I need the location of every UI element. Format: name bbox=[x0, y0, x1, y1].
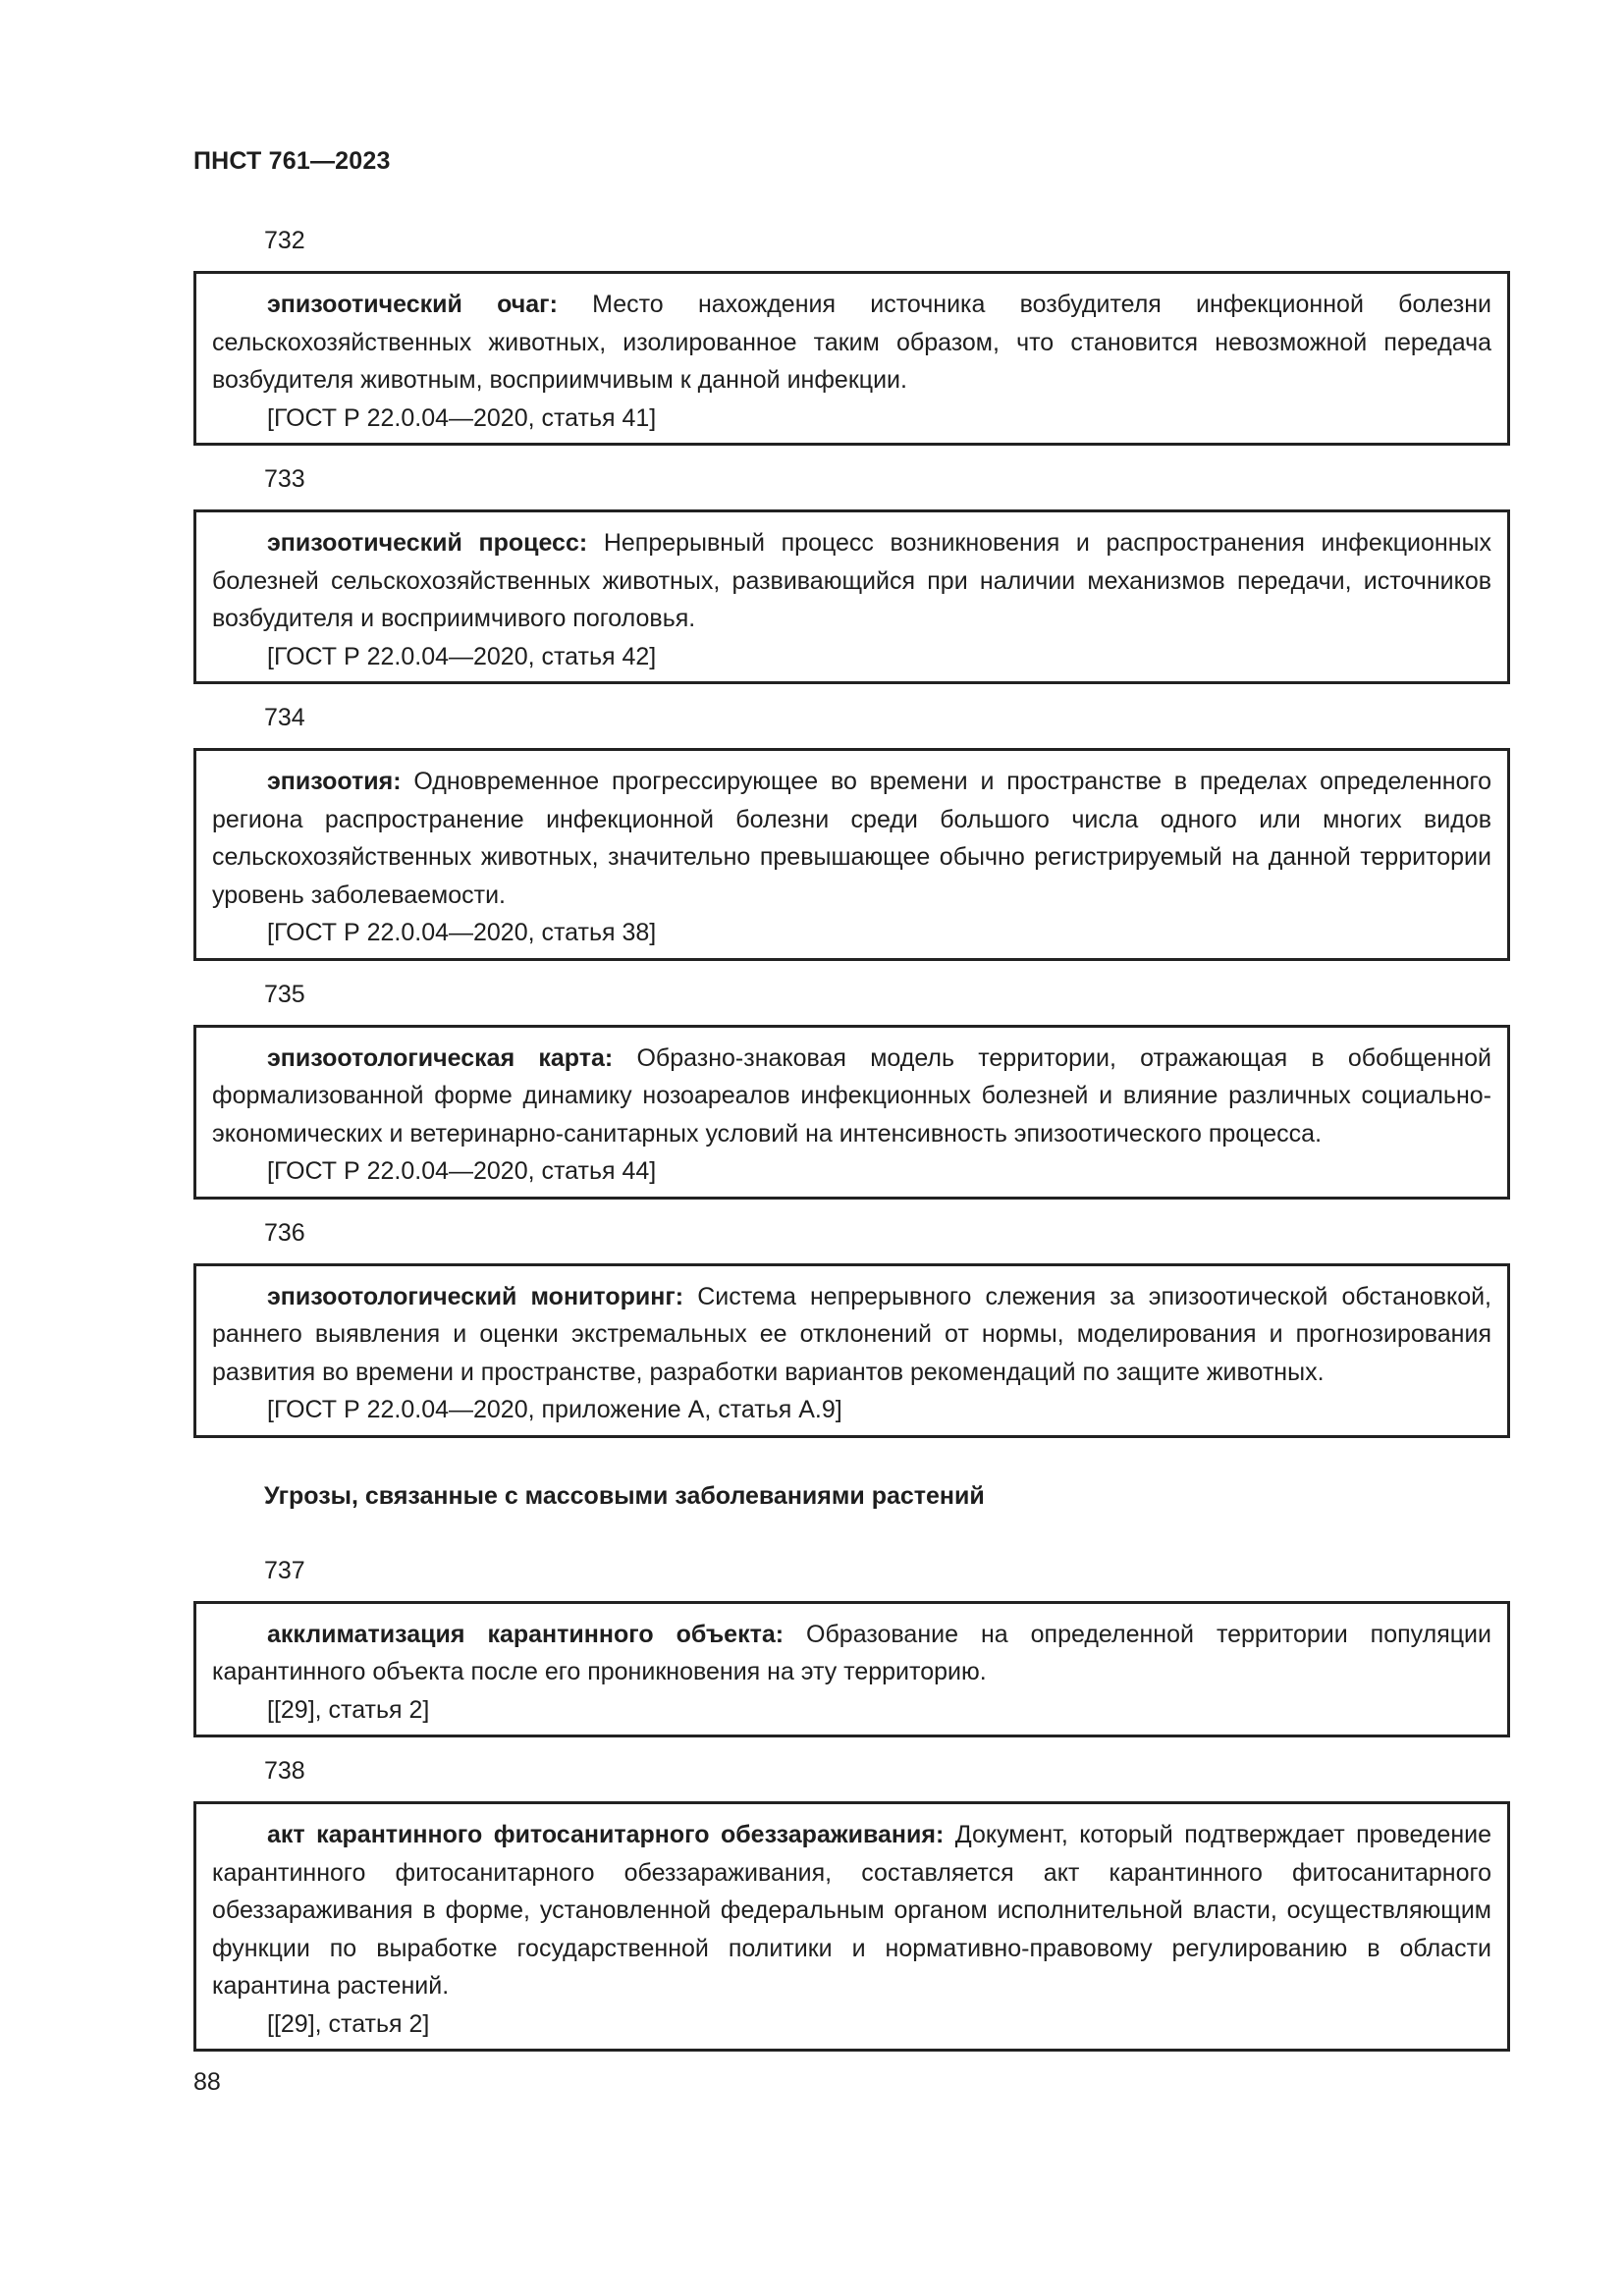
term-entry bbox=[193, 271, 1510, 446]
term-number: 736 bbox=[264, 1218, 305, 1247]
term-number: 735 bbox=[264, 980, 305, 1008]
term-source: [[29], статья 2] bbox=[267, 2009, 430, 2038]
term-entry bbox=[193, 1801, 1510, 2052]
term-definition bbox=[212, 524, 1491, 638]
term-number: 733 bbox=[264, 465, 305, 493]
term-source: [ГОСТ Р 22.0.04—2020, статья 41] bbox=[267, 403, 657, 432]
term-title: эпизоотологическая карта: bbox=[267, 1043, 614, 1072]
term-text: Образование на определенной территории популяции карантинного объекта после его проникновения на эту территорию. bbox=[212, 1620, 1491, 1685]
term-source: [ГОСТ Р 22.0.04—2020, статья 44] bbox=[267, 1157, 657, 1185]
term-entry bbox=[193, 1263, 1510, 1438]
term-text: Образно-знаковая модель территории, отражающая в обобщенной формализованной форме динамику нозоареалов инфекционных болезней и влияние различных социально-экономических и ветеринарно-санитарных условий на интенсивность эпизоотического процесса. bbox=[212, 1043, 1491, 1148]
term-number: 732 bbox=[264, 227, 305, 254]
term-title: эпизоотический процесс: bbox=[267, 529, 588, 557]
term-number: 738 bbox=[264, 1757, 305, 1785]
term-definition bbox=[212, 286, 1491, 400]
section-heading: Угрозы, связанные с массовыми заболеваниями растений bbox=[264, 1481, 985, 1510]
term-definition bbox=[212, 763, 1491, 914]
term-text: Документ, который подтверждает проведение карантинного фитосанитарного обеззараживания, составляется акт карантинного фитосанитарного обеззараживания в форме, установленной федеральным органом исполнительной власти, осуществляющим функции по выработке государственной политики и нормативно-правовому регулированию в области карантина растений. bbox=[212, 1821, 1491, 2000]
term-source: [ГОСТ Р 22.0.04—2020, статья 38] bbox=[267, 919, 657, 946]
term-text: Непрерывный процесс возникновения и распространения инфекционных болезней сельскохозяйственных животных, развивающийся при наличии механизмов передачи, источников возбудителя и восприимчивого поголовья. bbox=[212, 529, 1491, 632]
term-title: эпизоотия: bbox=[267, 768, 402, 795]
term-entry bbox=[193, 509, 1510, 684]
term-source: [[29], статья 2] bbox=[267, 1695, 430, 1724]
term-entry bbox=[193, 1601, 1510, 1738]
term-definition bbox=[212, 1816, 1491, 2005]
term-entry bbox=[193, 1025, 1510, 1200]
term-definition bbox=[212, 1616, 1491, 1691]
term-text: Система непрерывного слежения за эпизоотической обстановкой, раннего выявления и оценки экстремальных ее отклонений от нормы, моделирования и прогнозирования развития во времени и пространстве, разработки вариантов рекомендаций по защите животных. bbox=[212, 1282, 1492, 1386]
document-id: ПНСТ 761—2023 bbox=[193, 147, 391, 175]
term-definition bbox=[212, 1278, 1491, 1392]
term-title: эпизоотический очаг: bbox=[267, 291, 558, 318]
term-title: акклиматизация карантинного объекта: bbox=[267, 1620, 785, 1648]
term-text: Одновременное прогрессирующее во времени и пространстве в пределах определенного региона распространение инфекционной болезни среди большого числа одного или многих видов сельскохозяйственных животных, значительно превышающее обычно регистрируемый на данной территории уровень заболеваемости. bbox=[212, 768, 1491, 909]
term-definition bbox=[212, 1040, 1491, 1153]
term-number: 737 bbox=[264, 1556, 305, 1584]
term-entry bbox=[193, 748, 1510, 961]
term-number: 734 bbox=[264, 704, 305, 731]
term-title: эпизоотологический мониторинг: bbox=[267, 1282, 684, 1310]
term-source: [ГОСТ Р 22.0.04—2020, приложение А, статья А.9] bbox=[267, 1396, 842, 1423]
term-title: акт карантинного фитосанитарного обеззараживания: bbox=[267, 1821, 945, 1848]
terms-content bbox=[193, 222, 1510, 2066]
term-text: Место нахождения источника возбудителя инфекционной болезни сельскохозяйственных животных, изолированное таким образом, что становится невозможной передача возбудителя животным, восприимчивым к данной инфекции. bbox=[212, 291, 1491, 394]
term-source: [ГОСТ Р 22.0.04—2020, статья 42] bbox=[267, 642, 657, 670]
page-number: 88 bbox=[193, 2068, 221, 2096]
